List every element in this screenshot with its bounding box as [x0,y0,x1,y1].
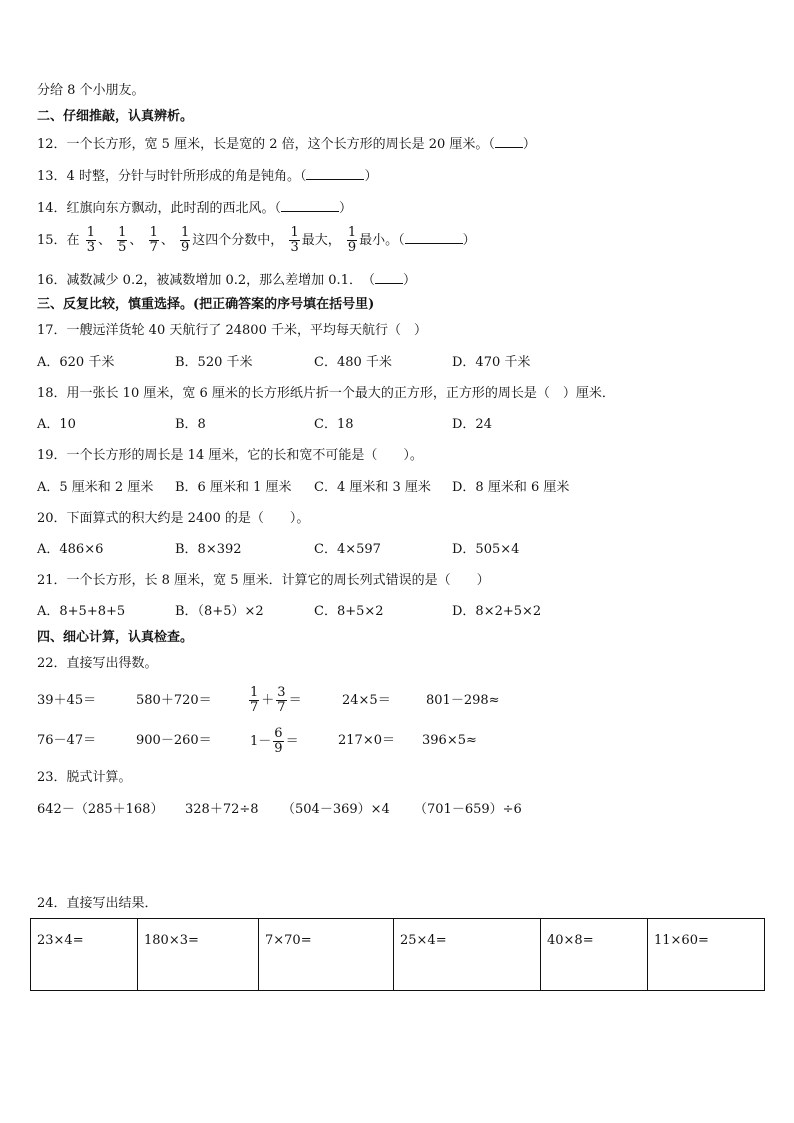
question-14-text: 14．红旗向东方飘动，此时刮的西北风。（ [37,201,282,216]
question-12 [37,135,536,154]
answer-blank-12[interactable] [495,135,523,148]
option-d[interactable]: D．24 [452,417,492,432]
option-c[interactable]: C．480 千米 [314,355,392,370]
option-a[interactable]: A．10 [37,417,76,432]
option-d[interactable]: D．505×4 [452,542,520,557]
option-a[interactable]: A．486×6 [37,542,104,557]
option-c[interactable]: C．18 [314,417,354,432]
calc-expression: （701－659）÷6 [414,802,522,817]
table-cell[interactable]: 180×3= [138,919,259,991]
one-minus: 1－ [250,734,272,749]
option-a[interactable]: A．620 千米 [37,355,115,370]
section-2-heading: 二、仔细推敲，认真辨析。 [37,109,194,124]
fraction-three-sevenths: $\frac{3}{7}$ [277,685,286,715]
answer-blank-13[interactable] [306,167,364,180]
results-table [30,918,765,991]
option-c[interactable]: C．8+5×2 [314,604,384,619]
option-b[interactable]: B．（8+5）×2 [175,604,264,619]
option-d[interactable]: D．470 千米 [452,355,531,370]
question-12-text: 12．一个长方形，宽 5 厘米，长是宽的 2 倍，这个长方形的周长是 20 厘米。（ [37,137,495,152]
section-3-heading: 三、反复比较，慎重选择。(把正确答案的序号填在括号里) [37,297,375,312]
question-17: 17．一艘远洋货轮 40 天航行了 24800 千米，平均每天航行（ ） [37,323,427,338]
option-c[interactable]: C．4 厘米和 3 厘米 [314,480,431,495]
question-24: 24．直接写出结果． [37,896,158,911]
fraction-one-third: $\frac{1}{3}$ [290,225,299,255]
calc-item: 580＋720＝ [136,693,212,708]
answer-blank-15[interactable] [405,231,463,244]
question-22: 22．直接写出得数。 [37,656,158,671]
equals-sign: ＝ [288,693,302,708]
close-paren: ） [462,233,476,248]
option-d[interactable]: D．8×2+5×2 [452,604,542,619]
question-19: 19．一个长方形的周长是 14 厘米，它的长和宽不可能是（ ）。 [37,448,423,463]
question-15-text-a: 15．在 [37,233,80,248]
question-18: 18．用一张长 10 厘米，宽 6 厘米的长方形纸片折一个最大的正方形，正方形的周长是（ ）厘米． [37,386,615,401]
calc-expression: 642－（285＋168） [37,802,164,817]
table-cell[interactable]: 25×4= [394,919,541,991]
calc-item: 801－298≈ [426,693,500,708]
separator: 、 [160,233,174,248]
option-a[interactable]: A．5 厘米和 2 厘米 [37,480,154,495]
separator: 、 [129,233,143,248]
equals-sign: ＝ [285,734,299,749]
calc-item: 24×5＝ [342,693,391,708]
table-cell[interactable]: 40×8= [541,919,648,991]
question-15 [37,226,476,256]
question-16-text: 16．减数减少 0.2，被减数增加 0.2，那么差增加 0.1． （ [37,273,375,288]
answer-blank-14[interactable] [281,199,339,212]
fraction-one-fifth: $\frac{1}{5}$ [118,225,127,255]
fraction-one-ninth: $\frac{1}{9}$ [347,225,357,255]
fraction-one-seventh: $\frac{1}{7}$ [250,685,259,715]
option-b[interactable]: B．6 厘米和 1 厘米 [175,480,292,495]
question-21: 21．一个长方形，长 8 厘米，宽 5 厘米．计算它的周长列式错误的是（ ） [37,573,490,588]
fraction-one-third: $\frac{1}{3}$ [86,225,95,255]
continued-text: 分给 8 个小朋友。 [37,83,145,98]
calc-item: 39＋45＝ [37,693,97,708]
separator: 、 [97,233,111,248]
close-paren: ） [402,273,416,288]
plus-sign: ＋ [261,693,275,708]
question-16 [37,271,416,290]
close-paren: ） [522,137,536,152]
calc-item: 396×5≈ [422,733,477,748]
calc-item-fraction-diff [250,722,299,762]
section-4-heading: 四、细心计算，认真检查。 [37,630,194,645]
option-d[interactable]: D．8 厘米和 6 厘米 [452,480,570,495]
question-13 [37,167,377,186]
table-row [31,919,765,991]
calc-expression: （504－369）×4 [282,802,390,817]
question-20: 20．下面算式的积大约是 2400 的是（ ）。 [37,511,310,526]
fraction-one-seventh: $\frac{1}{7}$ [149,225,158,255]
option-b[interactable]: B．520 千米 [175,355,253,370]
calc-item: 76－47＝ [37,733,97,748]
calc-item-fraction-sum [247,681,302,721]
option-c[interactable]: C．4×597 [314,542,381,557]
table-cell[interactable]: 7×70= [259,919,394,991]
calc-item: 217×0＝ [338,733,395,748]
fraction-one-ninth: $\frac{1}{9}$ [181,225,190,255]
close-paren: ） [339,201,353,216]
option-b[interactable]: B．8 [175,417,206,432]
option-b[interactable]: B．8×392 [175,542,242,557]
question-15-text-d: 最小。（ [359,233,405,248]
calc-item: 900－260＝ [136,733,212,748]
question-23: 23．脱式计算。 [37,770,132,785]
table-cell[interactable]: 23×4= [31,919,138,991]
question-15-text-c: 最大， [301,233,341,248]
option-a[interactable]: A．8+5+8+5 [37,604,126,619]
question-15-text-b: 这四个分数中， [192,233,284,248]
answer-blank-16[interactable] [375,271,403,284]
close-paren: ） [364,169,378,184]
calc-expression: 328＋72÷8 [185,802,259,817]
table-cell[interactable]: 11×60= [648,919,765,991]
fraction-six-ninths: $\frac{6}{9}$ [274,726,283,756]
question-13-text: 13．4 时整，分针与时针所形成的角是钝角。（ [37,169,307,184]
question-14 [37,199,352,218]
